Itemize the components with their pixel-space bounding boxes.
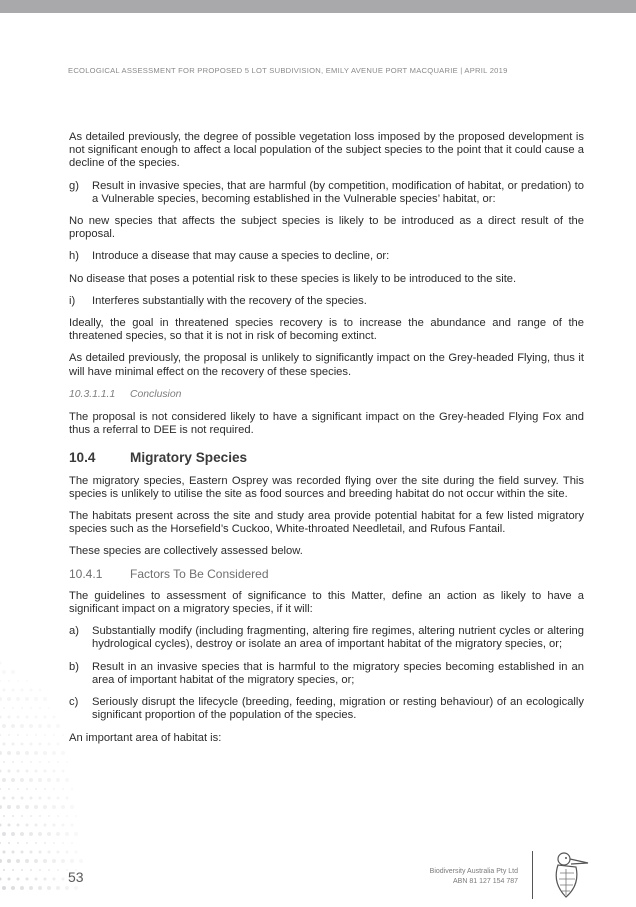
heading-title: Migratory Species <box>130 450 248 466</box>
subsection-heading <box>69 568 584 581</box>
list-item-h <box>69 250 584 263</box>
company-name: Biodiversity Australia Pty Ltd <box>429 868 518 875</box>
list-item-b <box>69 661 584 687</box>
list-text: Substantially modify (including fragmenting, altering fire regimes, altering nutrient cycles or altering hydrological cycles), destroy or isolate an area of important habitat of the migratory species, or; <box>92 625 584 651</box>
list-text: Result in an invasive species that is harmful to the migratory species becoming established in an area of important habitat of the migratory species, or; <box>92 660 584 686</box>
list-item-c <box>69 696 584 722</box>
list-item-a <box>69 625 584 651</box>
list-label: g) <box>69 179 79 192</box>
running-header: ECOLOGICAL ASSESSMENT FOR PROPOSED 5 LOT SUBDIVISION, EMILY AVENUE PORT MACQUARIE | APRIL 2019 <box>68 66 508 75</box>
list-label: h) <box>69 250 79 263</box>
list-label: c) <box>69 696 79 709</box>
bird-logo-icon <box>548 849 592 901</box>
paragraph: The migratory species, Eastern Osprey was recorded flying over the site during the field survey. This species is unlikely to utilise the site as food sources and breeding habitat do not occur within the site. <box>69 474 584 500</box>
decorative-dot-pattern <box>0 617 90 907</box>
heading-title: Conclusion <box>130 388 182 400</box>
paragraph: The guidelines to assessment of significance to this Matter, define an action as likely to have a significant impact on a migratory species, if it will: <box>69 589 584 616</box>
list-item-i <box>69 295 584 308</box>
paragraph: Ideally, the goal in threatened species recovery is to increase the abundance and range of the threatened species, so that it is not in risk of becoming extinct. <box>69 317 584 343</box>
page-number: 53 <box>68 869 84 885</box>
list-item-g <box>69 180 584 206</box>
list-label: a) <box>69 625 79 638</box>
paragraph: No new species that affects the subject species is likely to be introduced as a direct result of the proposal. <box>69 215 584 241</box>
footer-divider <box>532 851 533 899</box>
section-heading <box>69 451 584 464</box>
company-abn: ABN 81 127 154 787 <box>453 878 518 885</box>
heading-number: 10.4.1 <box>69 566 103 581</box>
list-label: i) <box>69 294 76 307</box>
paragraph: The proposal is not considered likely to have a significant impact on the Grey-headed Flying Fox and thus a referral to DEE is not required. <box>69 411 584 437</box>
paragraph: The habitats present across the site and study area provide potential habitat for a few listed migratory species such as the Horsefield’s Cuckoo, White-throated Needletail, and Rufous Fantail. <box>69 510 584 536</box>
paragraph: An important area of habitat is: <box>69 731 222 744</box>
paragraph: These species are collectively assessed below. <box>69 545 303 558</box>
paragraph: No disease that poses a potential risk to these species is likely to be introduced to the site. <box>69 272 517 285</box>
top-banner <box>0 0 636 13</box>
company-info <box>430 867 518 887</box>
list-text: Introduce a disease that may cause a species to decline, or: <box>92 250 390 263</box>
conclusion-heading <box>69 388 584 401</box>
heading-title: Factors To Be Considered <box>130 566 269 581</box>
page-body <box>69 131 584 754</box>
list-text: Result in invasive species, that are harmful (by competition, modification of habitat, or predation) to a Vulnerable species, becoming established in the Vulnerable species’ habitat, or: <box>92 179 584 205</box>
paragraph: As detailed previously, the proposal is unlikely to significantly impact on the Grey-headed Flying, thus it will have minimal effect on the recovery of these species. <box>69 352 584 378</box>
list-text: Interferes substantially with the recovery of the species. <box>92 294 367 307</box>
list-text: Seriously disrupt the lifecycle (breeding, feeding, migration or resting behaviour) of an ecologically significant proportion of the population of the species. <box>92 696 584 722</box>
heading-number: 10.4 <box>69 450 96 466</box>
list-label: b) <box>69 660 79 673</box>
heading-number: 10.3.1.1.1 <box>69 388 116 400</box>
paragraph: As detailed previously, the degree of possible vegetation loss imposed by the proposed development is not significant enough to affect a local population of the subject species to the point that it could cause a decline of the species. <box>69 131 584 170</box>
